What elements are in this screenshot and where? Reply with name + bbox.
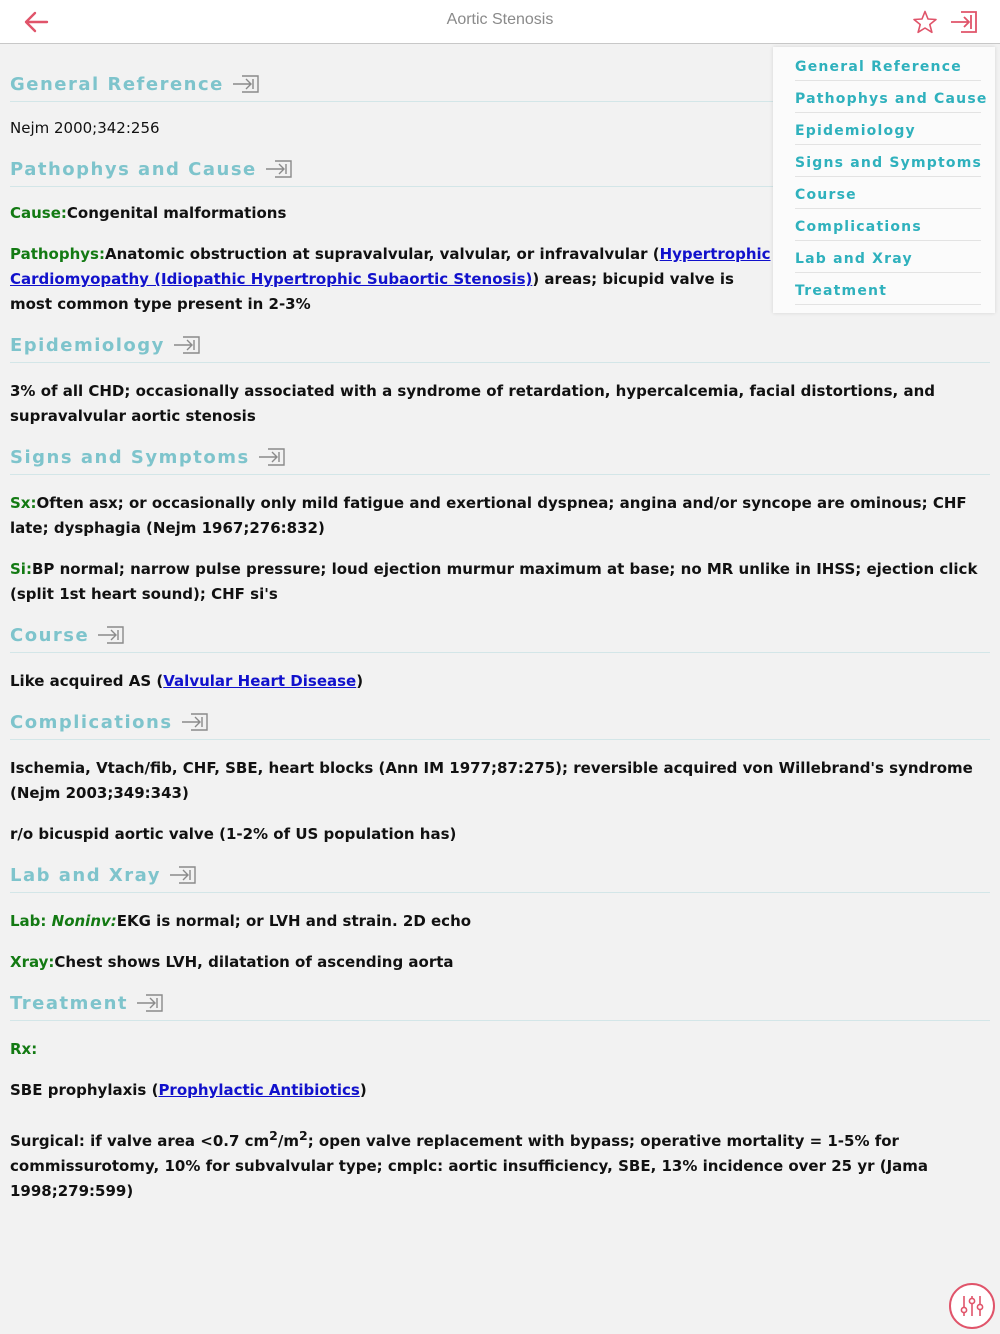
surgical-text-rest: ; open valve replacement with bypass; operative mortality = 1-5% for commissurotomy, 10% for subvalvular type; cmplc: aortic insufficiency, SBE, 13% incidence over 25 yr (Jama 1998;279:599): [10, 1132, 929, 1200]
top-bar: [0, 0, 1000, 44]
symptoms-paragraph: [10, 491, 990, 541]
section-treatment: [10, 989, 990, 1021]
lab-paragraph: [10, 909, 990, 934]
surgical-paragraph: [10, 1123, 990, 1204]
prophylactic-antibiotics-link[interactable]: Prophylactic Antibiotics: [158, 1081, 360, 1099]
cause-label: Cause:: [10, 204, 67, 222]
section-title: Lab and Xray: [10, 864, 161, 886]
sbe-text-end: ): [359, 1081, 367, 1099]
complications-text: Ischemia, Vtach/fib, CHF, SBE, heart blocks (Ann IM 1977;87:275); reversible acquired von Willebrand's syndrome (Nejm 2003;349:343): [10, 759, 973, 802]
section-title: General Reference: [10, 73, 224, 95]
section-link-icon[interactable]: [173, 335, 201, 355]
toc-item-signs-symptoms[interactable]: Signs and Symptoms: [795, 145, 981, 177]
reference-text: Nejm 2000;342:256: [10, 119, 160, 137]
bicuspid-text: r/o bicuspid aortic valve (1-2% of US population has): [10, 825, 457, 843]
section-link-icon[interactable]: [232, 74, 260, 94]
section-index-popover: [773, 47, 995, 313]
noninv-label: Noninv:: [51, 912, 117, 930]
pathophys-label: Pathophys:: [10, 245, 105, 263]
lab-label: Lab:: [10, 912, 52, 930]
signs-paragraph: [10, 557, 990, 607]
sliders-icon: [951, 1285, 993, 1327]
toc-item-lab-xray[interactable]: Lab and Xray: [795, 241, 981, 273]
pathophys-text: Anatomic obstruction at supravalvular, valvular, or infravalvular (: [105, 245, 660, 263]
sx-text: Often asx; or occasionally only mild fatigue and exertional dyspnea; angina and/or syncope are ominous; CHF late; dysphagia (Nejm 1967;276:832): [10, 494, 967, 537]
rx-paragraph: [10, 1037, 990, 1062]
xray-text: Chest shows LVH, dilatation of ascending aorta: [54, 953, 454, 971]
cause-text: Congenital malformations: [66, 204, 287, 222]
rx-label: Rx:: [10, 1040, 38, 1058]
section-link-icon[interactable]: [97, 625, 125, 645]
surgical-text: Surgical: if valve area <0.7 cm: [10, 1132, 270, 1150]
toc-item-course[interactable]: Course: [795, 177, 981, 209]
section-link-icon[interactable]: [136, 993, 164, 1013]
si-text: BP normal; narrow pulse pressure; loud ejection murmur maximum at base; no MR unlike in IHSS; ejection click (split 1st heart sound); CHF si's: [10, 560, 978, 603]
section-title: Treatment: [10, 992, 129, 1014]
section-title: Course: [10, 624, 90, 646]
superscript: 2: [298, 1128, 308, 1143]
section-link-icon[interactable]: [265, 159, 293, 179]
pathophys-text-end: ) areas; bicupid valve is most common type present in 2-3%: [10, 270, 734, 313]
si-label: Si:: [10, 560, 32, 578]
section-link-icon[interactable]: [169, 865, 197, 885]
xray-paragraph: [10, 950, 990, 975]
xray-label: Xray:: [10, 953, 55, 971]
pathophys-paragraph: [10, 242, 780, 317]
jump-to-section-icon[interactable]: [950, 9, 978, 35]
section-lab-xray: [10, 861, 990, 893]
section-epidemiology: [10, 331, 990, 363]
section-link-icon[interactable]: [258, 447, 286, 467]
section-title: Complications: [10, 711, 173, 733]
section-title: Signs and Symptoms: [10, 446, 250, 468]
section-signs-symptoms: [10, 443, 990, 475]
surgical-text-unit: /m: [277, 1132, 299, 1150]
sx-label: Sx:: [10, 494, 37, 512]
sbe-text: SBE prophylaxis (: [10, 1081, 159, 1099]
section-title: Epidemiology: [10, 334, 165, 356]
star-icon[interactable]: [912, 9, 938, 35]
toc-item-general-reference[interactable]: General Reference: [795, 49, 981, 81]
section-complications: [10, 708, 990, 740]
superscript: 2: [269, 1128, 278, 1143]
section-course: [10, 621, 990, 653]
settings-fab[interactable]: [949, 1283, 995, 1329]
epidemiology-text: 3% of all CHD; occasionally associated with a syndrome of retardation, hypercalcemia, facial distortions, and supravalvular aortic stenosis: [10, 382, 935, 425]
sbe-paragraph: [10, 1078, 990, 1103]
course-text-end: ): [356, 672, 364, 690]
course-paragraph: [10, 669, 990, 694]
course-text: Like acquired AS (: [10, 672, 164, 690]
toc-item-pathophys[interactable]: Pathophys and Cause: [795, 81, 981, 113]
toc-item-complications[interactable]: Complications: [795, 209, 981, 241]
lab-text: EKG is normal; or LVH and strain. 2D echo: [116, 912, 472, 930]
page-title: Aortic Stenosis: [446, 11, 554, 28]
toc-item-epidemiology[interactable]: Epidemiology: [795, 113, 981, 145]
hypertrophic-cardiomyopathy-link[interactable]: Hypertrophic Cardiomyopathy (Idiopathic Hypertrophic Subaortic Stenosis): [10, 245, 771, 288]
valvular-heart-disease-link[interactable]: Valvular Heart Disease: [163, 672, 357, 690]
toc-item-treatment[interactable]: Treatment: [795, 273, 981, 305]
section-title: Pathophys and Cause: [10, 158, 257, 180]
section-link-icon[interactable]: [181, 712, 209, 732]
